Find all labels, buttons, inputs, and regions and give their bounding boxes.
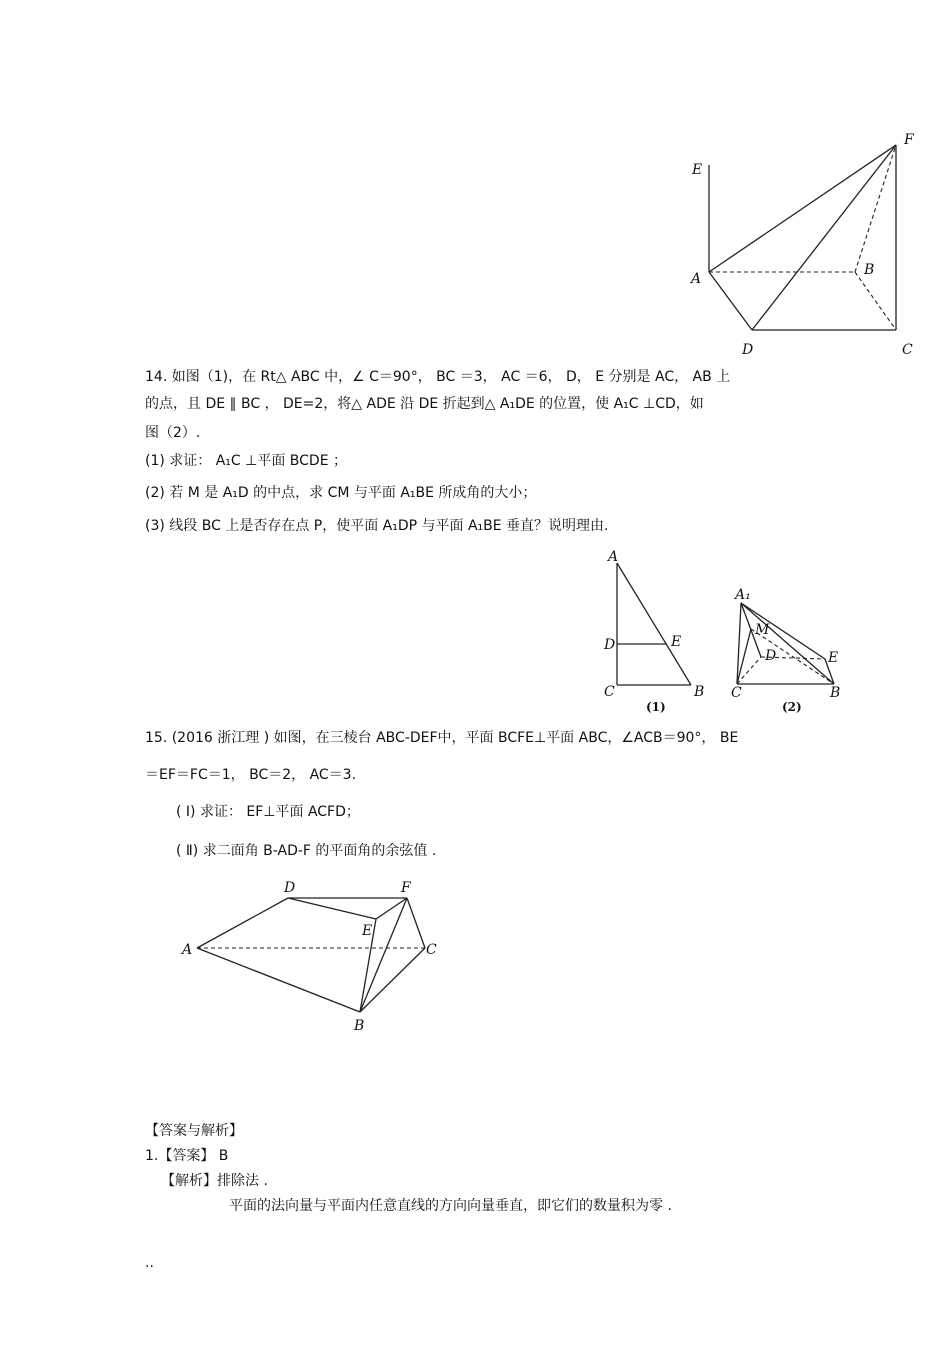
fig15-label-D: D <box>284 880 296 896</box>
fig2-caption: (2) <box>782 700 802 714</box>
fig1-label-A: A <box>608 549 619 565</box>
fig2-label-D: D <box>765 648 777 664</box>
q14-part3: (3) 线段 BC 上是否存在点 P，使平面 A₁DP 与平面 A₁BE 垂直？说明理由. <box>145 518 609 534</box>
analysis-text: 平面的法向量与平面内任意直线的方向向量垂直，即它们的数量积为零 . <box>229 1198 672 1214</box>
q14-part2: (2) 若 M 是 A₁D 的中点，求 CM 与平面 A₁BE 所成角的大小； <box>145 485 537 501</box>
fig2-label-A1: A₁ <box>735 587 751 603</box>
label-C: C <box>902 342 913 358</box>
fig1-label-E: E <box>671 634 682 650</box>
fig1-caption: (1) <box>646 700 666 714</box>
analysis-label: 【解析】排除法 . <box>161 1173 268 1189</box>
label-B: B <box>864 262 875 278</box>
q15-part1: ( Ⅰ) 求证： EF⊥平面 ACFD； <box>176 804 360 820</box>
q14-part1: (1) 求证： A₁C ⊥平面 BCDE ； <box>145 453 348 469</box>
fig15-label-F: F <box>401 880 411 896</box>
fig15-label-A: A <box>182 942 193 958</box>
q15-line1: 15. (2016 浙江理 ) 如图，在三棱台 ABC-DEF中，平面 BCFE⊥平面 ABC，∠ACB＝90°， BE <box>145 730 739 746</box>
folded-figure-2 <box>725 585 855 720</box>
fig2-label-E: E <box>828 650 839 666</box>
q14-line2: 的点，且 DE ∥ BC ， DE=2，将△ ADE 沿 DE 折起到△ A₁DE 的位置，使 A₁C ⊥CD，如 <box>145 396 704 412</box>
fig15-label-E: E <box>362 923 373 939</box>
answer-1: 1.【答案】 B <box>145 1148 229 1164</box>
answers-heading: 【答案与解析】 <box>145 1123 243 1139</box>
q14-line3: 图（2）. <box>145 425 201 441</box>
page-footer: .. <box>145 1255 154 1271</box>
label-D: D <box>742 342 754 358</box>
fig2-label-C: C <box>731 685 742 701</box>
fig2-label-M: M <box>755 622 770 638</box>
fig15-label-B: B <box>354 1018 365 1034</box>
q14-line1: 14. 如图（1)，在 Rt△ ABC 中，∠ C＝90°， BC ＝3， AC ＝6， D， E 分别是 AC， AB 上 <box>145 369 731 385</box>
fig1-label-D: D <box>604 637 616 653</box>
label-A: A <box>691 271 702 287</box>
label-E: E <box>692 162 703 178</box>
frustum-figure <box>175 875 455 1040</box>
prism-figure <box>680 125 920 365</box>
q15-line2: ＝EF＝FC＝1， BC＝2， AC＝3. <box>145 767 357 783</box>
triangle-figure-1 <box>600 548 710 718</box>
q15-part2: ( Ⅱ) 求二面角 B-AD-F 的平面角的余弦值 . <box>176 843 437 859</box>
fig1-label-B: B <box>694 684 705 700</box>
label-F: F <box>904 132 914 148</box>
fig1-label-C: C <box>604 684 615 700</box>
fig2-label-B: B <box>830 685 841 701</box>
fig15-label-C: C <box>426 942 437 958</box>
